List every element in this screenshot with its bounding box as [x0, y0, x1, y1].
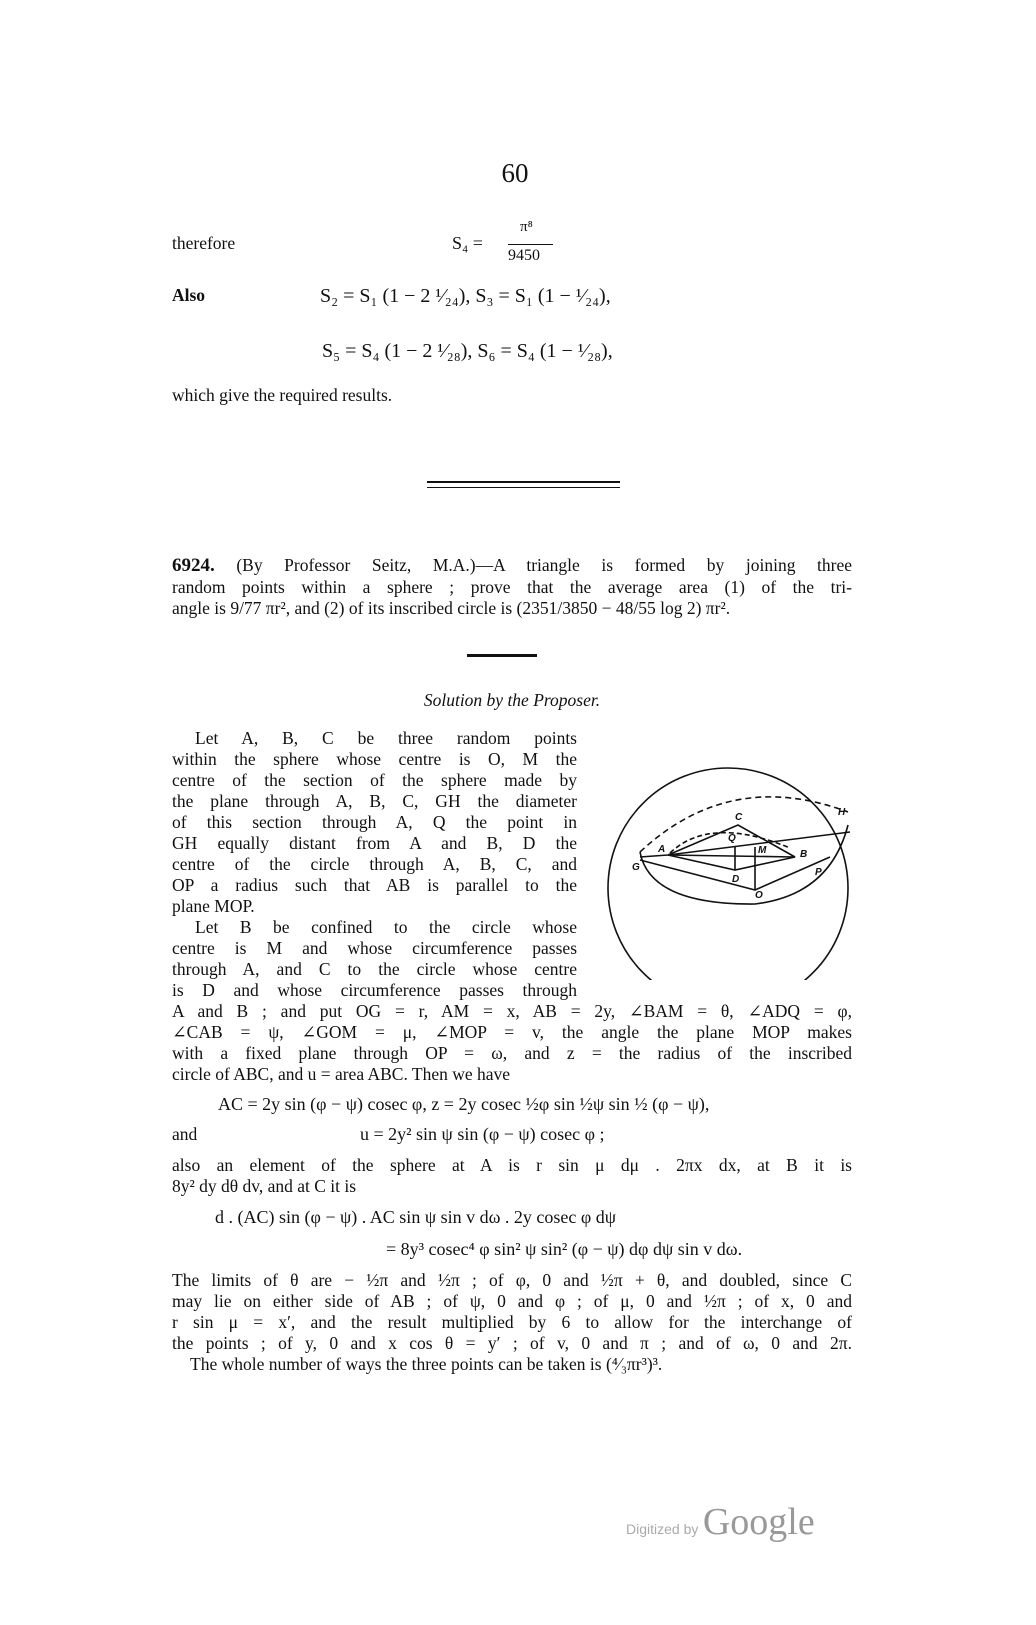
solution-line: may lie on either side of AB ; of ψ, 0 and φ ; of μ, 0 and ½π ; of x, 0 and [172, 1291, 852, 1311]
google-logo: Google [702, 1501, 815, 1543]
google-watermark [626, 1500, 815, 1544]
solution-line: Let B be confined to the circle whose [195, 917, 577, 937]
label-q: Q [728, 833, 736, 844]
solution-line: r sin μ = x′, and the result multiplied by 6 to allow for the interchange of [172, 1312, 852, 1332]
problem-number: 6924. [172, 555, 215, 576]
also-label: Also [172, 285, 206, 305]
solution-line: with a fixed plane through OP = ω, and z = the radius of the inscribed [172, 1043, 852, 1063]
sphere-diagram [600, 730, 850, 980]
label-a: A [658, 844, 666, 855]
solution-line: the points ; of y, 0 and x cos θ = y′ ; of v, 0 and π ; and of ω, 0 and 2π. [172, 1333, 852, 1353]
therefore-label: therefore [172, 233, 236, 253]
double-rule-top [427, 481, 620, 483]
solution-line: The limits of θ are − ½π and ½π ; of φ, 0 and ½π + θ, and doubled, since C [172, 1270, 852, 1290]
problem-text: (By Professor Seitz, M.A.)—A triangle is formed by joining three [236, 555, 853, 575]
problem-line [172, 555, 852, 576]
section-rule [467, 654, 537, 657]
solution-line: Let A, B, C be three random points [195, 728, 577, 748]
label-b: B [800, 849, 808, 860]
label-h: H [838, 807, 846, 818]
solution-line: of this section through A, Q the point in [172, 812, 577, 832]
solution-line: also an element of the sphere at A is r sin μ dμ . 2πx dx, at B it is [172, 1155, 852, 1175]
double-rule-bottom [427, 487, 620, 488]
equation-row-1: S₂ = S₁ (1 − 2 ¹⁄₂₄), S₃ = S₁ (1 − ¹⁄₂₄), [320, 285, 611, 307]
solution-line: centre of the section of the sphere made by [172, 770, 577, 790]
solution-line: the plane through A, B, C, GH the diameter [172, 791, 577, 811]
solution-line: within the sphere whose centre is O, M the [172, 749, 577, 769]
solution-heading: Solution by the Proposer. [423, 690, 601, 710]
s4-numerator: π⁸ [520, 219, 533, 235]
problem-line: random points within a sphere ; prove that the average area (1) of the tri- [172, 577, 852, 597]
label-d: D [732, 874, 740, 885]
solution-line: centre of the circle through A, B, C, and [172, 854, 577, 874]
equation-ac: AC = 2y sin (φ − ψ) cosec φ, z = 2y cosec ½φ sin ½ψ sin ½ (φ − ψ), [218, 1094, 710, 1114]
label-o: O [755, 890, 763, 901]
and-label: and [172, 1124, 198, 1144]
equation-row-2: S₅ = S₄ (1 − 2 ¹⁄₂₈), S₆ = S₄ (1 − ¹⁄₂₈), [322, 340, 613, 362]
dashed-great-circle [640, 797, 848, 852]
page-number: 60 [501, 158, 529, 188]
s4-denominator: 9450 [508, 247, 540, 264]
s4-equation-lhs: S₄ = [452, 233, 483, 253]
label-p: P [815, 867, 822, 878]
solution-line: OP a radius such that AB is parallel to the [172, 875, 577, 895]
fraction-bar [508, 244, 553, 245]
solution-line: plane MOP. [172, 896, 255, 916]
label-g: G [632, 862, 640, 873]
sphere-outline [608, 768, 848, 980]
equation-element-c: d . (AC) sin (φ − ψ) . AC sin ψ sin v dω . 2y cosec φ dψ [215, 1207, 617, 1227]
solution-line: ∠CAB = ψ, ∠GOM = μ, ∠MOP = v, the angle the plane MOP makes [172, 1022, 852, 1042]
solution-line: centre is M and whose circumference passes [172, 938, 577, 958]
solution-line: The whole number of ways the three points can be taken is (⁴⁄₃πr³)³. [190, 1354, 663, 1374]
equation-u: u = 2y² sin ψ sin (φ − ψ) cosec φ ; [360, 1124, 605, 1144]
solution-line: GH equally distant from A and B, D the [172, 833, 577, 853]
digitized-by-text: Digitized by [626, 1521, 699, 1537]
conclusion-text: which give the required results. [172, 385, 393, 405]
solution-line: is D and whose circumference passes through [172, 980, 577, 1000]
problem-line: angle is 9/77 πr², and (2) of its inscribed circle is (2351/3850 − 48/55 log 2) πr². [172, 598, 731, 618]
solution-line: 8y² dy dθ dv, and at C it is [172, 1176, 357, 1196]
label-m: M [758, 845, 767, 856]
solution-line: circle of ABC, and u = area ABC. Then we have [172, 1064, 511, 1084]
solution-line: A and B ; and put OG = r, AM = x, AB = 2y, ∠BAM = θ, ∠ADQ = φ, [172, 1001, 852, 1021]
label-c: C [735, 812, 743, 823]
solution-line: through A, and C to the circle whose centre [172, 959, 577, 979]
equation-element-c-result: = 8y³ cosec⁴ φ sin² ψ sin² (φ − ψ) dφ dψ sin v dω. [386, 1239, 743, 1259]
